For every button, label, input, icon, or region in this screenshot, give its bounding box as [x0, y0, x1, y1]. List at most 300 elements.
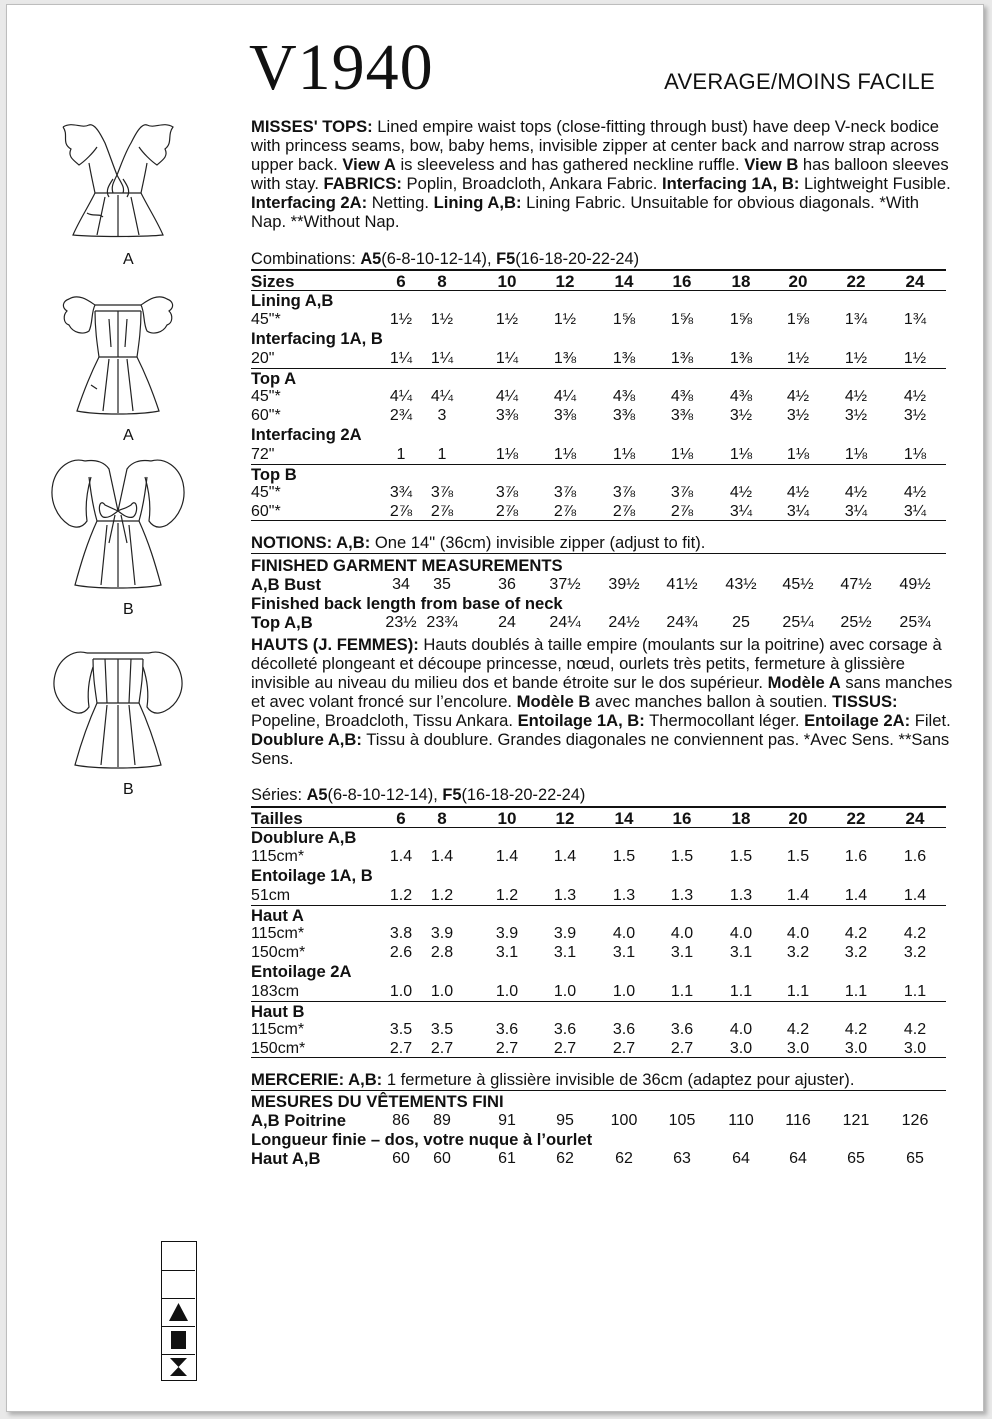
pattern-sheet: [6, 4, 984, 1412]
view-a-back-sketch: [43, 289, 193, 424]
back-length-value: 24¾: [666, 614, 698, 632]
size-column-header: 16: [672, 272, 692, 291]
bust-value: 126: [901, 1112, 929, 1129]
yardage-value: 4¼: [495, 387, 519, 405]
back-length-value: 25¼: [782, 614, 814, 632]
yardage-row: [251, 1039, 946, 1058]
yardage-value: 1⅛: [612, 445, 636, 463]
yardage-section-title: Haut A: [251, 905, 304, 925]
desc-bold-run: View A: [342, 155, 396, 174]
back-length-value: 65: [906, 1150, 924, 1168]
yardage-value: 1.4: [430, 848, 454, 866]
yardage-value: 1.4: [786, 886, 810, 904]
fabric-width-label: 20": [251, 349, 275, 367]
yardage-value: 1.5: [670, 848, 694, 866]
back-length-value: 24: [498, 614, 516, 632]
yardage-value: 1.0: [389, 982, 413, 1000]
desc-bold-run: Entoilage 1A, B:: [517, 711, 645, 730]
back-length-title: Longueur finie – dos, votre nuque à l’ourlet: [251, 1130, 593, 1150]
mercerie-label: MERCERIE: A,B:: [251, 1070, 383, 1089]
pattern-number: V1940: [249, 31, 434, 104]
yardage-value: 1¾: [844, 311, 868, 329]
combination-a5: A5: [360, 250, 382, 268]
yardage-value: 4½: [844, 387, 868, 405]
yardage-value: 3.9: [553, 924, 577, 942]
yardage-value: 1.3: [553, 886, 577, 904]
french-notions: [251, 1070, 946, 1091]
yardage-section-title: Top B: [251, 464, 297, 484]
yardage-value: 1.2: [389, 886, 413, 904]
yardage-value: 2⅞: [670, 503, 694, 521]
yardage-value: 1½: [389, 311, 413, 329]
yardage-value: 3¼: [844, 503, 868, 521]
yardage-value: 1.3: [729, 886, 753, 904]
yardage-value: 4.2: [903, 924, 927, 942]
bust-value: 36: [498, 576, 516, 593]
yardage-value: 3¾: [389, 483, 413, 501]
yardage-value: 4.2: [844, 1020, 868, 1038]
yardage-value: 3.0: [903, 1040, 927, 1058]
yardage-row: [251, 406, 946, 425]
yardage-value: 3¼: [903, 503, 927, 521]
bust-label: A,B Poitrine: [251, 1111, 346, 1130]
bust-row: [251, 575, 946, 594]
desc-text-run: Netting.: [367, 193, 434, 212]
english-notions: [251, 533, 946, 554]
desc-bold-run: Interfacing 1A, B:: [662, 174, 800, 193]
yardage-value: 1⅛: [553, 445, 577, 463]
back-length-value: 23½: [385, 614, 417, 632]
yardage-section-row: [251, 828, 946, 847]
yardage-value: 1.2: [495, 886, 519, 904]
yardage-section-title: Interfacing 2A: [251, 425, 362, 445]
bust-value: 35: [433, 576, 451, 593]
yardage-value: 1: [396, 445, 406, 463]
yardage-section-row: [251, 905, 946, 924]
yardage-value: 4½: [786, 483, 810, 501]
yardage-value: 4½: [786, 387, 810, 405]
measurements-title: FINISHED GARMENT MEASUREMENTS: [251, 556, 563, 575]
yardage-value: 1.1: [729, 982, 753, 1000]
desc-text-run: Lightweight Fusible.: [799, 174, 951, 193]
yardage-row: [251, 445, 946, 464]
bust-value: 49½: [899, 576, 931, 593]
yardage-section-row: [251, 866, 946, 885]
yardage-section-title: Entoilage 1A, B: [251, 866, 373, 886]
yardage-value: 3.9: [495, 924, 519, 942]
bust-value: 47½: [840, 576, 872, 593]
yardage-value: 1.3: [670, 886, 694, 904]
yardage-row: [251, 349, 946, 368]
fabric-width-label: 45"*: [251, 387, 281, 405]
size-column-header: 8: [437, 809, 447, 828]
sizes-header-label: Sizes: [251, 272, 295, 291]
series-a5-sizes: (6-8-10-12-14),: [327, 786, 443, 804]
yardage-value: 1.5: [786, 848, 810, 866]
yardage-value: 3¼: [729, 503, 753, 521]
back-length-value: 65: [847, 1150, 865, 1168]
size-column-header: 12: [555, 809, 575, 828]
yardage-section-row: [251, 329, 946, 348]
fabric-width-label: 60"*: [251, 407, 281, 425]
yardage-value: 4⅜: [612, 387, 636, 405]
yardage-value: 1⅜: [670, 349, 694, 367]
mercerie-text: 1 fermeture à glissière invisible de 36cm (adaptez pour ajuster).: [382, 1070, 855, 1089]
back-length-value: 63: [673, 1150, 691, 1168]
desc-text-run: Lining Fabric. Unsuitable for obvious diagonals. *With Nap. **Without Nap.: [251, 193, 920, 231]
series-f5: F5: [442, 786, 462, 804]
size-column-header: 6: [396, 272, 406, 291]
bust-value: 100: [610, 1112, 638, 1129]
notions-label: NOTIONS: A,B:: [251, 533, 371, 552]
yardage-value: 2⅞: [612, 503, 636, 521]
yardage-value: 1.4: [389, 848, 413, 866]
yardage-value: 3.2: [844, 944, 868, 962]
fabric-width-label: 60"*: [251, 503, 281, 521]
view-label-a-front: A: [123, 251, 134, 268]
desc-text-run: Popeline, Broadcloth, Tissu Ankara.: [251, 711, 518, 730]
yardage-value: 2.7: [553, 1040, 577, 1058]
bust-value: 105: [668, 1112, 696, 1129]
yardage-value: 4.2: [844, 924, 868, 942]
size-column-header: 18: [731, 272, 751, 291]
yardage-value: 4¼: [430, 387, 454, 405]
bust-value: 45½: [782, 576, 814, 593]
difficulty-level: AVERAGE/MOINS FACILE: [664, 69, 935, 94]
yardage-value: 1.4: [844, 886, 868, 904]
yardage-value: 3.1: [729, 944, 753, 962]
yardage-row: [251, 502, 946, 521]
yardage-value: 3.0: [729, 1040, 753, 1058]
yardage-value: 4¼: [553, 387, 577, 405]
symbol-cell-square: [162, 1326, 195, 1354]
desc-text-run: Lined empire waist tops (close-fitting through bust) have deep V-neck bodice with princess seams, bow, baby hems, invisible zipper at center back and narrow strap across upper back.: [251, 117, 940, 174]
yardage-value: 2⅞: [495, 503, 519, 521]
yardage-value: 1.1: [844, 982, 868, 1000]
yardage-value: 2.6: [389, 944, 413, 962]
size-column-header: 22: [846, 272, 866, 291]
yardage-value: 4⅜: [670, 387, 694, 405]
desc-bold-run: HAUTS (J. FEMMES):: [251, 635, 419, 654]
yardage-value: 1⅛: [903, 445, 927, 463]
size-column-header: 18: [731, 809, 751, 828]
combination-f5-sizes: (16-18-20-22-24): [515, 250, 640, 268]
yardage-value: 1⅜: [553, 349, 577, 367]
yardage-value: 1½: [844, 349, 868, 367]
back-length-value: 25: [732, 614, 750, 632]
yardage-value: 4.0: [670, 924, 694, 942]
yardage-value: 3⅞: [553, 483, 577, 501]
yardage-value: 3.5: [389, 1020, 413, 1038]
back-length-value: 25½: [840, 614, 872, 632]
desc-text-run: Filet.: [910, 711, 951, 730]
size-column-header: 24: [905, 272, 925, 291]
yardage-value: 1⅛: [670, 445, 694, 463]
english-description: [251, 117, 957, 231]
yardage-value: 3.5: [430, 1020, 454, 1038]
desc-bold-run: Lining A,B:: [433, 193, 522, 212]
desc-text-run: avec manches ballon à soutien.: [590, 692, 833, 711]
symbol-cell-hourglass: [162, 1354, 195, 1380]
bust-label: A,B Bust: [251, 575, 322, 594]
yardage-value: 3.1: [495, 944, 519, 962]
hourglass-symbol: [162, 1355, 195, 1379]
view-label-b-front: B: [123, 601, 134, 618]
yardage-value: 1⅛: [844, 445, 868, 463]
bust-value: 37½: [549, 576, 581, 593]
yardage-section-row: [251, 1001, 946, 1020]
yardage-value: 2.7: [389, 1040, 413, 1058]
yardage-value: 3.2: [903, 944, 927, 962]
fabric-width-label: 183cm: [251, 982, 300, 1000]
sizes-header-label: Tailles: [251, 809, 303, 828]
yardage-value: 1⅝: [670, 311, 694, 329]
size-column-header: 10: [497, 272, 517, 291]
yardage-value: 3.1: [553, 944, 577, 962]
yardage-value: 1⅜: [612, 349, 636, 367]
desc-text-run: has balloon sleeves with stay.: [251, 155, 949, 193]
yardage-value: 3.2: [786, 944, 810, 962]
bust-value: 41½: [666, 576, 698, 593]
yardage-value: 4.0: [729, 924, 753, 942]
square-symbol: [162, 1327, 195, 1353]
yardage-value: 4¼: [389, 387, 413, 405]
back-length-value: 25¾: [899, 614, 931, 632]
yardage-value: 2⅞: [553, 503, 577, 521]
fabric-width-label: 45"*: [251, 483, 281, 501]
yardage-value: 3⅜: [495, 407, 519, 425]
english-finished-measurements: [251, 556, 946, 632]
back-length-value: 24½: [608, 614, 640, 632]
desc-text-run: is sleeveless and has gathered neckline ruffle.: [395, 155, 745, 174]
yardage-value: 3.1: [612, 944, 636, 962]
yardage-section-title: Doublure A,B: [251, 828, 357, 847]
yardage-section-title: Lining A,B: [251, 291, 334, 310]
yardage-value: 3½: [786, 407, 810, 425]
french-yardage-table: [251, 806, 946, 1058]
back-length-value: 62: [556, 1150, 574, 1168]
yardage-section-row: [251, 368, 946, 387]
back-length-row: [251, 1149, 946, 1168]
english-yardage-table: [251, 269, 946, 521]
fabric-width-label: 150cm*: [251, 944, 306, 962]
yardage-row: [251, 483, 946, 502]
yardage-value: 2¾: [389, 407, 413, 425]
back-length-value: 64: [732, 1150, 750, 1168]
yardage-section-title: Haut B: [251, 1001, 305, 1021]
desc-bold-run: View B: [744, 155, 799, 174]
yardage-value: 4⅜: [729, 387, 753, 405]
yardage-value: 1.6: [903, 848, 927, 866]
yardage-value: 1.1: [670, 982, 694, 1000]
yardage-value: 3½: [729, 407, 753, 425]
yardage-value: 1½: [495, 311, 519, 329]
yardage-value: 3: [437, 407, 447, 425]
yardage-value: 4.0: [612, 924, 636, 942]
size-column-header: 12: [555, 272, 575, 291]
yardage-row: [251, 310, 946, 329]
french-combinations: [251, 785, 585, 805]
series-a5: A5: [306, 786, 328, 804]
size-column-header: 10: [497, 809, 517, 828]
yardage-value: 1.4: [495, 848, 519, 866]
yardage-value: 1½: [553, 311, 577, 329]
bust-value: 121: [842, 1112, 870, 1129]
series-f5-sizes: (16-18-20-22-24): [461, 786, 586, 804]
desc-text-run: Poplin, Broadcloth, Ankara Fabric.: [401, 174, 663, 193]
desc-bold-run: TISSUS:: [832, 692, 898, 711]
view-label-b-back: B: [123, 781, 134, 798]
sizes-header-row: [251, 806, 946, 828]
yardage-section-title: Entoilage 2A: [251, 962, 352, 982]
combination-f5: F5: [496, 250, 516, 268]
yardage-value: 1½: [786, 349, 810, 367]
yardage-value: 3.8: [389, 924, 413, 942]
yardage-value: 3⅞: [670, 483, 694, 501]
yardage-row: [251, 886, 946, 905]
yardage-value: 2⅞: [389, 503, 413, 521]
size-column-header: 24: [905, 809, 925, 828]
yardage-row: [251, 387, 946, 406]
yardage-value: 1¼: [430, 349, 454, 367]
back-length-value: 61: [498, 1150, 516, 1168]
bust-value: 116: [785, 1112, 811, 1129]
yardage-value: 1.4: [903, 886, 927, 904]
fabric-width-label: 51cm: [251, 886, 291, 904]
yardage-value: 3.6: [670, 1020, 694, 1038]
bust-value: 89: [433, 1112, 451, 1129]
desc-text-run: Tissu à doublure. Grandes diagonales ne conviennent pas. *Avec Sens. **Sans Sens.: [251, 730, 950, 768]
yardage-section-title: Top A: [251, 368, 297, 388]
view-a-front-sketch: [43, 113, 193, 243]
back-length-label: Haut A,B: [251, 1149, 321, 1169]
yardage-row: [251, 924, 946, 943]
yardage-value: 1⅛: [729, 445, 753, 463]
bust-value: 95: [556, 1112, 574, 1129]
size-column-header: 22: [846, 809, 866, 828]
yardage-value: 4½: [844, 483, 868, 501]
yardage-value: 4.2: [903, 1020, 927, 1038]
view-b-back-sketch: [43, 639, 193, 779]
size-column-header: 8: [437, 272, 447, 291]
fabric-width-label: 150cm*: [251, 1040, 306, 1058]
yardage-value: 2.7: [670, 1040, 694, 1058]
yardage-row: [251, 1020, 946, 1039]
yardage-value: 1.4: [553, 848, 577, 866]
yardage-value: 4½: [729, 483, 753, 501]
combinations-prefix: Combinations:: [251, 250, 361, 268]
back-length-title: Finished back length from base of neck: [251, 594, 563, 614]
triangle-symbol: [162, 1299, 195, 1325]
yardage-value: 3.1: [670, 944, 694, 962]
yardage-value: 2.8: [430, 944, 454, 962]
french-finished-measurements: [251, 1092, 946, 1168]
yardage-value: 1⅛: [495, 445, 519, 463]
measurements-title: MESURES DU VÊTEMENTS FINI: [251, 1092, 504, 1111]
size-column-header: 16: [672, 809, 692, 828]
desc-bold-run: Entoilage 2A:: [804, 711, 911, 730]
yardage-value: 3⅞: [430, 483, 454, 501]
desc-bold-run: Doublure A,B:: [251, 730, 362, 749]
yardage-row: [251, 943, 946, 962]
desc-bold-run: Modèle B: [516, 692, 591, 711]
size-column-header: 6: [396, 809, 406, 828]
yardage-value: 3⅜: [553, 407, 577, 425]
back-length-row: [251, 613, 946, 632]
yardage-value: 3½: [903, 407, 927, 425]
yardage-value: 3½: [844, 407, 868, 425]
back-length-value: 23¾: [426, 614, 458, 632]
yardage-value: 3⅞: [612, 483, 636, 501]
yardage-value: 1¼: [389, 349, 413, 367]
view-label-a-back: A: [123, 427, 134, 444]
yardage-value: 3⅞: [495, 483, 519, 501]
yardage-value: 1.5: [612, 848, 636, 866]
back-length-value: 60: [433, 1150, 451, 1168]
symbol-cell-empty: [162, 1270, 195, 1298]
sizes-header-row: [251, 269, 946, 291]
fabric-width-label: 115cm*: [251, 848, 305, 866]
combination-a5-sizes: (6-8-10-12-14),: [381, 250, 497, 268]
yardage-row: [251, 847, 946, 866]
desc-text-run: Hauts doublés à taille empire (moulants sur la poitrine) avec corsage à décolleté plongeant et découpe princesse, nœud, ourlets très petits, fermeture à glissière invisible au niveau du milieu dos et bande étroite sur le dos supérieur.: [251, 635, 942, 692]
yardage-value: 3.6: [495, 1020, 519, 1038]
yardage-value: 1.3: [612, 886, 636, 904]
symbol-cell-triangle: [162, 1298, 195, 1326]
yardage-value: 1.5: [729, 848, 753, 866]
yardage-value: 3.6: [612, 1020, 636, 1038]
yardage-value: 1.0: [553, 982, 577, 1000]
size-column-header: 14: [614, 809, 634, 828]
yardage-value: 3⅜: [670, 407, 694, 425]
yardage-value: 1.6: [844, 848, 868, 866]
desc-bold-run: Interfacing 2A:: [251, 193, 368, 212]
yardage-value: 3.9: [430, 924, 454, 942]
fabric-width-label: 45"*: [251, 311, 281, 329]
bust-value: 86: [392, 1112, 410, 1129]
yardage-value: 1⅝: [612, 311, 636, 329]
fabric-width-label: 72": [251, 445, 275, 463]
yardage-value: 4.2: [786, 1020, 810, 1038]
back-length-value: 62: [615, 1150, 633, 1168]
fabric-width-label: 115cm*: [251, 924, 305, 942]
yardage-value: 4.0: [729, 1020, 753, 1038]
yardage-value: 1½: [903, 349, 927, 367]
yardage-value: 1.2: [430, 886, 454, 904]
back-length-value: 60: [392, 1150, 410, 1168]
yardage-value: 2.7: [612, 1040, 636, 1058]
yardage-value: 1: [437, 445, 447, 463]
yardage-value: 3⅜: [612, 407, 636, 425]
yardage-value: 1½: [430, 311, 454, 329]
back-length-value: 64: [789, 1150, 807, 1168]
size-column-header: 14: [614, 272, 634, 291]
yardage-section-row: [251, 962, 946, 981]
view-b-front-sketch: [43, 447, 193, 597]
french-description: [251, 635, 957, 768]
yardage-value: 4.0: [786, 924, 810, 942]
desc-bold-run: MISSES' TOPS:: [251, 117, 373, 136]
yardage-value: 1⅝: [786, 311, 810, 329]
desc-text-run: Thermocollant léger.: [644, 711, 805, 730]
desc-bold-run: Modèle A: [767, 673, 841, 692]
yardage-value: 1.0: [430, 982, 454, 1000]
yardage-value: 1⅛: [786, 445, 810, 463]
notions-text: One 14" (36cm) invisible zipper (adjust to fit).: [370, 533, 706, 552]
series-prefix: Séries:: [251, 786, 307, 804]
yardage-section-row: [251, 291, 946, 310]
symbol-legend-box: [161, 1241, 197, 1381]
